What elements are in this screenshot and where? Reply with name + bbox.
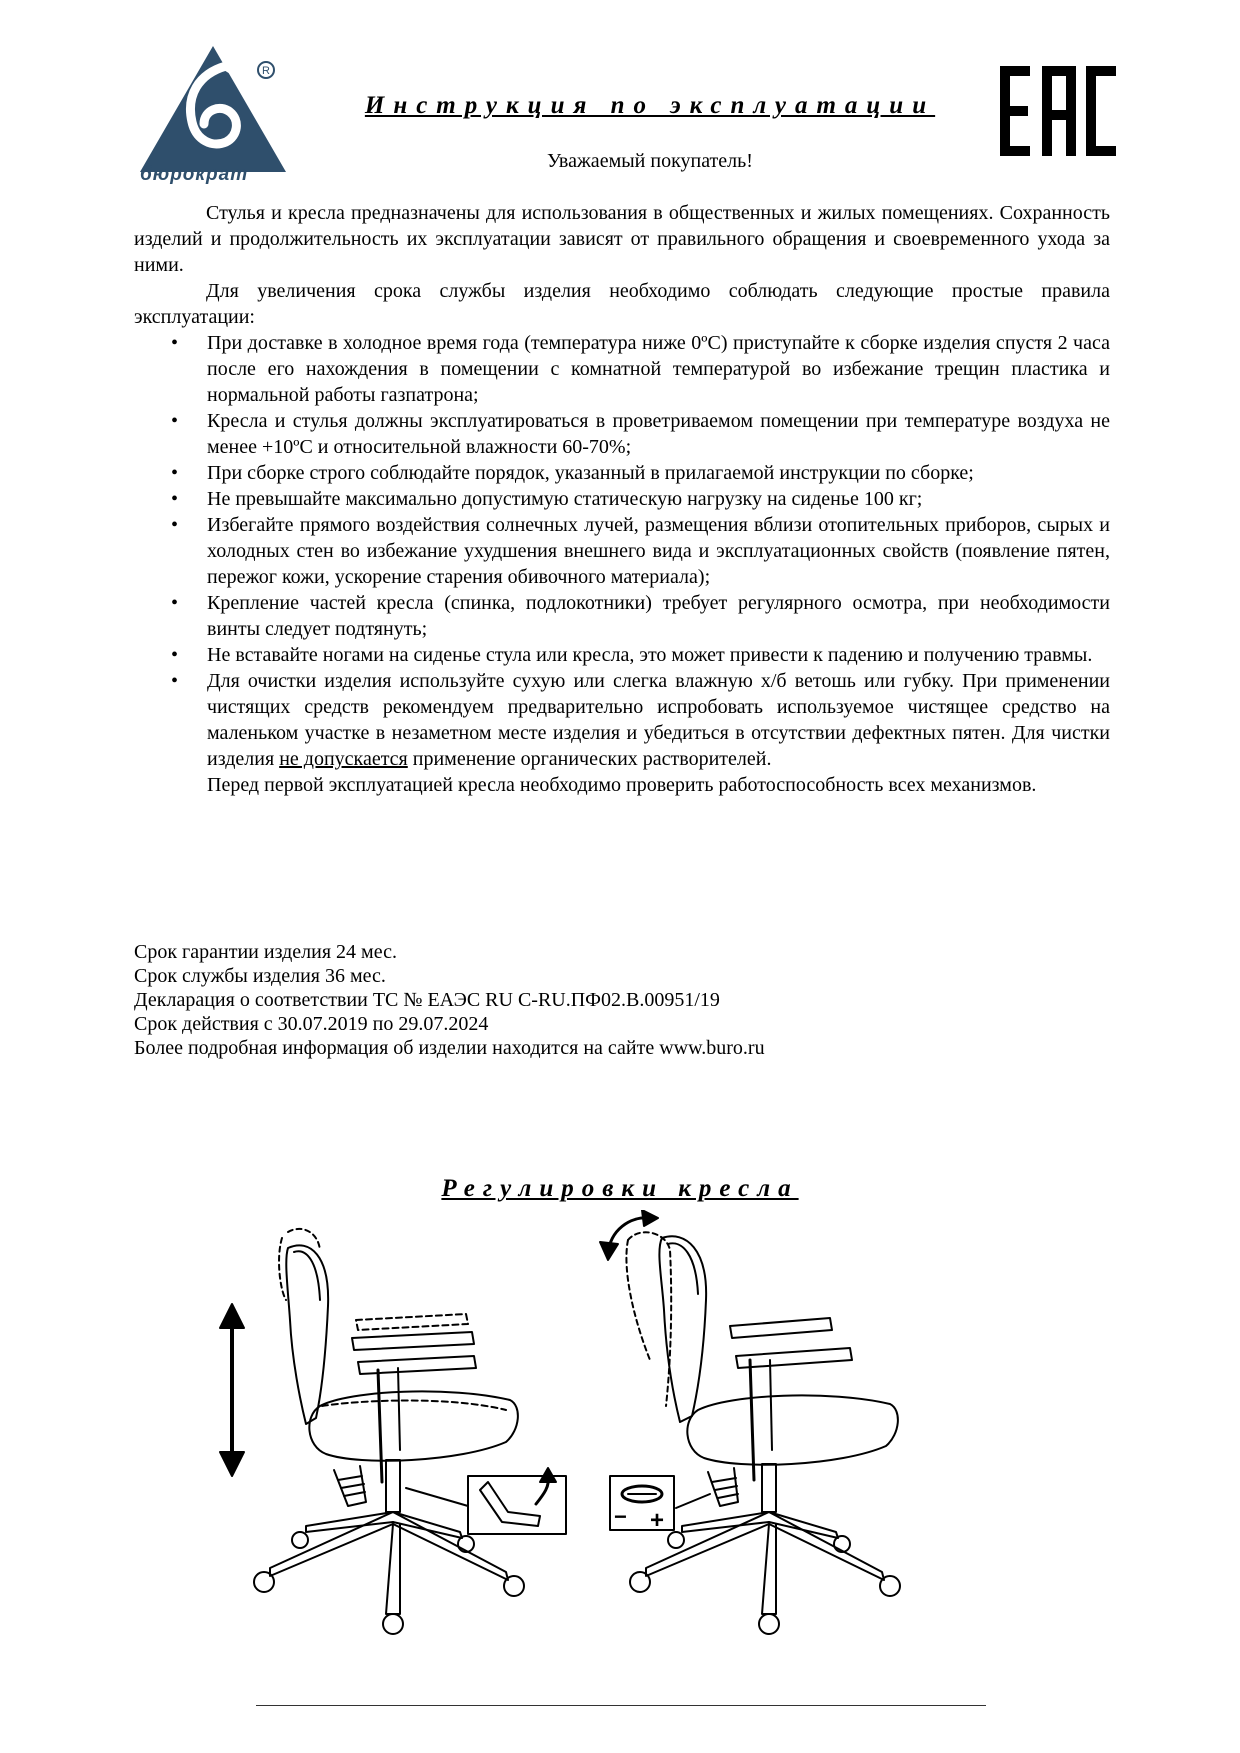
brand-name: бюрократ bbox=[140, 164, 249, 185]
tilt-arrow-icon bbox=[600, 1210, 658, 1260]
greeting: Уважаемый покупатель! bbox=[547, 150, 753, 172]
bullet: • bbox=[171, 332, 179, 354]
bullet: • bbox=[171, 488, 179, 510]
document-title: Инструкция по эксплуатации bbox=[364, 92, 936, 119]
product-info bbox=[134, 940, 1110, 1060]
bullet: • bbox=[171, 462, 179, 484]
adjustments-title: Регулировки кресла bbox=[441, 1175, 799, 1202]
bullet: • bbox=[171, 410, 179, 432]
bullet: • bbox=[171, 644, 179, 666]
chair-adjustment-illustrations bbox=[210, 1210, 1070, 1640]
registered-mark: R bbox=[262, 65, 270, 77]
rule-text: Крепление частей кресла (спинка, подлокотники) требует регулярного осмотра, при необходимости винты следует подтянуть; bbox=[207, 592, 1110, 640]
cleaning-rule-emphasis: не допускается bbox=[279, 748, 408, 770]
list-item bbox=[134, 486, 1110, 512]
up-down-arrow-icon bbox=[220, 1304, 244, 1476]
validity-line: Срок действия с 30.07.2019 по 29.07.2024 bbox=[134, 1013, 489, 1035]
bullet: • bbox=[171, 514, 179, 536]
eac-certification-icon bbox=[998, 62, 1118, 160]
rule-text: При сборке строго соблюдайте порядок, указанный в прилагаемой инструкции по сборке; bbox=[207, 462, 974, 484]
bullet: • bbox=[171, 670, 179, 692]
cleaning-rule-before: Для очистки изделия используйте сухую или слегка влажную х/б ветошь или губку. При применении чистящих средств рекомендуем предварительно испробовать используемое чистящее средство на маленьком участке в незаметном месте изделия и убедиться в отсутствии дефектных пятен. Для чистки изделия bbox=[207, 670, 1110, 770]
chair-height-adjustment-drawing bbox=[220, 1229, 566, 1634]
bottom-divider bbox=[256, 1705, 986, 1706]
final-note: Перед первой эксплуатацией кресла необходимо проверить работоспособность всех механизмов. bbox=[207, 774, 1037, 796]
list-item bbox=[134, 408, 1110, 460]
list-item bbox=[134, 668, 1110, 772]
rules-list bbox=[134, 330, 1110, 772]
rule-text: При доставке в холодное время года (температура ниже 0ºС) приступайте к сборке изделия спустя 2 часа после его нахождения в помещении с комнатной температурой во избежание трещин пластика и нормальной работы газпатрона; bbox=[207, 332, 1110, 406]
cleaning-rule-after: применение органических растворителей. bbox=[412, 748, 772, 770]
declaration-line: Декларация о соответствии ТС № ЕАЭС RU C-RU.ПФ02.В.00951/19 bbox=[134, 989, 720, 1011]
intro-paragraph-1: Стулья и кресла предназначены для использования в общественных и жилых помещениях. Сохранность изделий и продолжительность их эксплуатации зависят от правильного обращения и своевременного ухода за ними. bbox=[134, 202, 1110, 276]
list-item bbox=[134, 460, 1110, 486]
rule-text: Не превышайте максимально допустимую статическую нагрузку на сиденье 100 кг; bbox=[207, 488, 923, 510]
instructions-body bbox=[134, 200, 1110, 798]
intro-paragraph-2: Для увеличения срока службы изделия необходимо соблюдать следующие простые правила эксплуатации: bbox=[134, 280, 1110, 328]
plus-sign: + bbox=[650, 1507, 665, 1534]
rule-text: Кресла и стулья должны эксплуатироваться в проветриваемом помещении при температуре воздуха не менее +10ºС и относительной влажности 60-70%; bbox=[207, 410, 1110, 458]
list-item bbox=[134, 642, 1110, 668]
list-item bbox=[134, 590, 1110, 642]
list-item bbox=[134, 512, 1110, 590]
chair-tilt-adjustment-drawing bbox=[600, 1210, 900, 1634]
list-item bbox=[134, 330, 1110, 408]
rule-text: Избегайте прямого воздействия солнечных лучей, размещения вблизи отопительных приборов, сырых и холодных стен во избежание ухудшения внешнего вида и эксплуатационных свойств (появление пятен, пережог кожи, ускорение старения обивочного материала); bbox=[207, 514, 1110, 588]
service-life-line: Срок службы изделия 36 мес. bbox=[134, 965, 386, 987]
bullet: • bbox=[171, 592, 179, 614]
minus-sign: − bbox=[614, 1504, 627, 1529]
website-line: Более подробная информация об изделии находится на сайте www.buro.ru bbox=[134, 1037, 765, 1059]
warranty-line: Срок гарантии изделия 24 мес. bbox=[134, 941, 397, 963]
rule-text: Не вставайте ногами на сиденье стула или кресла, это может привести к падению и получению травмы. bbox=[207, 644, 1093, 666]
